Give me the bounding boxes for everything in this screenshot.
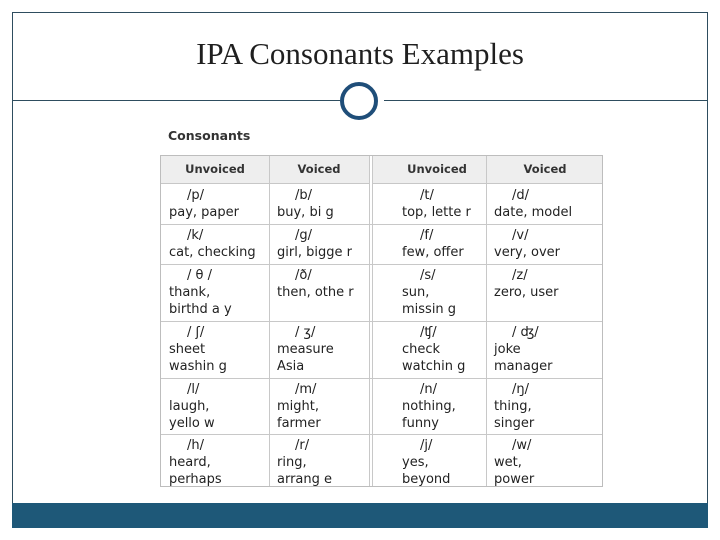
- example-words: ring,: [277, 455, 307, 470]
- table-cell: [269, 437, 332, 488]
- consonants-grid: [160, 155, 603, 487]
- title-rule-left: [12, 100, 340, 101]
- example-words: manager: [494, 359, 553, 374]
- table-cell: [161, 437, 222, 488]
- consonants-table-image: [160, 125, 603, 489]
- ipa-symbol: /ŋ/: [512, 382, 529, 397]
- example-words: yes,: [402, 455, 429, 470]
- example-words: birthd a y: [169, 302, 232, 317]
- ipa-symbol: /f/: [420, 228, 434, 243]
- example-words: singer: [494, 416, 535, 431]
- example-words: very, over: [494, 245, 560, 260]
- ipa-symbol: /p/: [187, 188, 205, 203]
- example-words: zero, user: [494, 285, 559, 300]
- example-words: sheet: [169, 342, 206, 357]
- table-cell: [269, 381, 321, 432]
- example-words: check: [402, 342, 441, 357]
- example-words: thank,: [169, 285, 211, 300]
- example-words: farmer: [277, 416, 321, 431]
- example-words: laugh,: [169, 399, 210, 414]
- example-words: funny: [402, 416, 439, 431]
- ipa-symbol: /d/: [512, 188, 530, 203]
- example-words: measure: [277, 342, 334, 357]
- ipa-symbol: /j/: [420, 438, 433, 453]
- table-cell: [161, 227, 256, 261]
- ipa-symbol: /z/: [512, 268, 528, 283]
- table-cell: [394, 187, 471, 221]
- table-cell: [394, 267, 456, 318]
- header-unvoiced-2: Unvoiced: [407, 162, 467, 176]
- row-divider: [161, 378, 602, 379]
- row-divider: [161, 264, 602, 265]
- row-divider: [161, 434, 602, 435]
- ipa-symbol: / ʃ/: [187, 325, 205, 340]
- ipa-symbol: /m/: [295, 382, 317, 397]
- example-words: thing,: [494, 399, 532, 414]
- header-voiced-1: Voiced: [297, 162, 341, 176]
- title-rule-right: [384, 100, 708, 101]
- table-cell: [394, 437, 450, 488]
- example-words: cat, checking: [169, 245, 256, 260]
- example-words: yello w: [169, 416, 215, 431]
- ipa-symbol: /t/: [420, 188, 434, 203]
- table-cell: [486, 437, 534, 488]
- ipa-symbol: / θ /: [187, 268, 212, 283]
- table-cell: [394, 324, 465, 375]
- table-cell: [486, 381, 534, 432]
- ipa-symbol: /r/: [295, 438, 310, 453]
- ipa-symbol: /ð/: [295, 268, 312, 283]
- example-words: then, othe r: [277, 285, 354, 300]
- ipa-symbol: /g/: [295, 228, 313, 243]
- table-heading: Consonants: [168, 128, 251, 143]
- example-words: buy, bi g: [277, 205, 334, 220]
- example-words: girl, bigge r: [277, 245, 352, 260]
- example-words: nothing,: [402, 399, 456, 414]
- example-words: heard,: [169, 455, 211, 470]
- example-words: wet,: [494, 455, 522, 470]
- table-cell: [486, 187, 572, 221]
- example-words: top, lette r: [402, 205, 471, 220]
- ipa-symbol: /n/: [420, 382, 437, 397]
- example-words: washin g: [169, 359, 227, 374]
- ipa-symbol: / ʤ/: [512, 325, 539, 340]
- table-cell: [486, 267, 558, 301]
- table-cell: [269, 267, 354, 301]
- example-words: beyond: [402, 472, 451, 487]
- ipa-symbol: /w/: [512, 438, 532, 453]
- example-words: watchin g: [402, 359, 466, 374]
- ipa-symbol: /k/: [187, 228, 204, 243]
- table-cell: [486, 324, 552, 375]
- table-cell: [161, 324, 227, 375]
- header-voiced-2: Voiced: [523, 162, 567, 176]
- example-words: missin g: [402, 302, 457, 317]
- table-cell: [161, 187, 239, 221]
- example-words: pay, paper: [169, 205, 239, 220]
- header-unvoiced-1: Unvoiced: [185, 162, 245, 176]
- row-divider: [161, 224, 602, 225]
- ipa-symbol: /b/: [295, 188, 313, 203]
- header-row: [161, 156, 602, 184]
- example-words: power: [494, 472, 535, 487]
- example-words: few, offer: [402, 245, 464, 260]
- example-words: sun,: [402, 285, 430, 300]
- table-cell: [269, 227, 352, 261]
- ipa-symbol: /h/: [187, 438, 204, 453]
- table-cell: [394, 227, 464, 261]
- table-cell: [269, 187, 334, 221]
- example-words: perhaps: [169, 472, 222, 487]
- example-words: might,: [277, 399, 319, 414]
- example-words: date, model: [494, 205, 573, 220]
- example-words: joke: [494, 342, 521, 357]
- ipa-symbol: /s/: [420, 268, 436, 283]
- example-words: arrang e: [277, 472, 333, 487]
- table-cell: [161, 267, 232, 318]
- table-cell: [269, 324, 334, 375]
- row-divider: [161, 321, 602, 322]
- table-cell: [394, 381, 456, 432]
- bottom-bar: [12, 503, 708, 528]
- ipa-symbol: / ʒ/: [295, 325, 316, 340]
- circle-ornament-icon: [340, 82, 378, 120]
- slide-title: IPA Consonants Examples: [196, 36, 524, 71]
- table-cell: [486, 227, 560, 261]
- table-cell: [161, 381, 215, 432]
- ipa-symbol: /v/: [512, 228, 529, 243]
- ipa-symbol: /ʧ/: [420, 325, 437, 340]
- ipa-symbol: /l/: [187, 382, 200, 397]
- example-words: Asia: [277, 359, 305, 374]
